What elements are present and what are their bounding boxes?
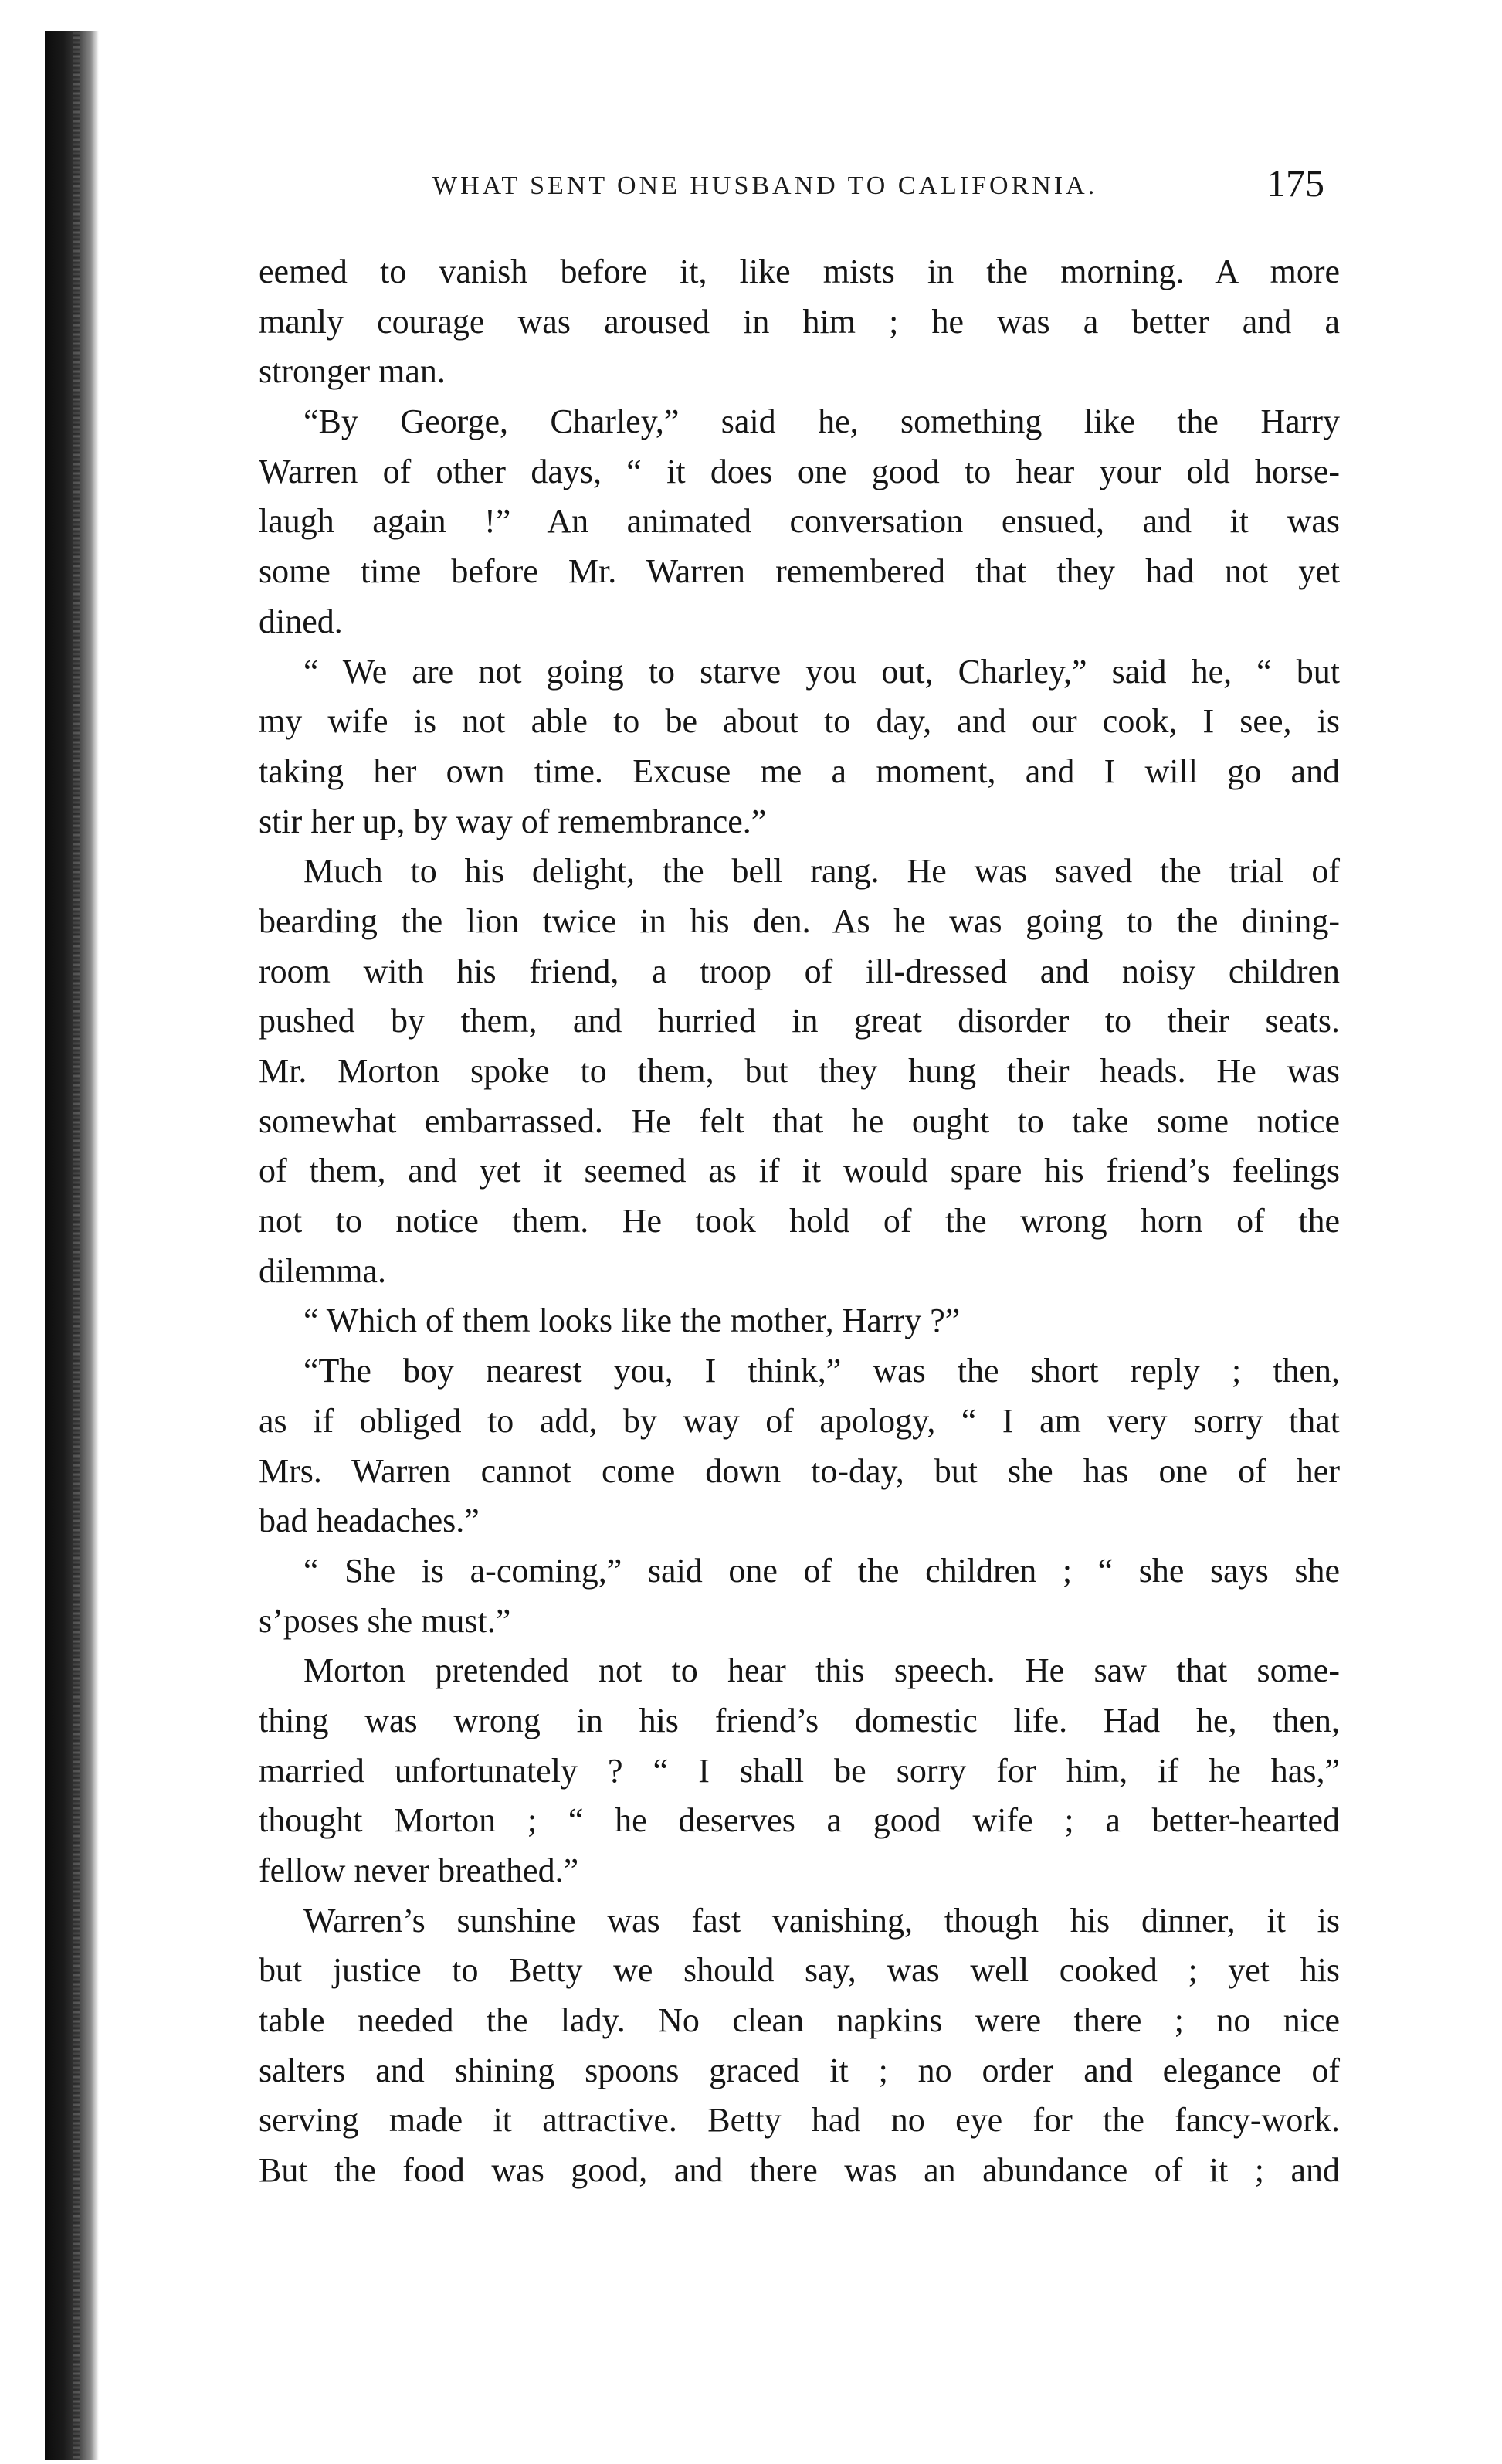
text-line: eemed to vanish before it, like mists in the morning. A more bbox=[259, 253, 1340, 290]
text-line: married unfortunately ? “ I shall be sorry for him, if he has,” bbox=[259, 1751, 1340, 1790]
text-line: but justice to Betty we should say, was well cooked ; yet his bbox=[259, 1951, 1340, 1990]
text-line: somewhat embarrassed. He felt that he ought to take some notice bbox=[259, 1101, 1340, 1140]
text-line: manly courage was aroused in him ; he was a better and a bbox=[259, 302, 1340, 341]
text-line: bad headaches.” bbox=[259, 1502, 480, 1540]
text-line: of them, and yet it seemed as if it would spare his friend’s feelings bbox=[259, 1152, 1340, 1190]
text-line: thing was wrong in his friend’s domestic life. Had he, then, bbox=[259, 1701, 1340, 1739]
text-line: dined. bbox=[259, 602, 343, 640]
text-line: fellow never breathed.” bbox=[259, 1851, 579, 1889]
text-line: “ She is a-coming,” said one of the children ; “ she says she bbox=[303, 1551, 1340, 1590]
text-line: Warren’s sunshine was fast vanishing, though his dinner, it is bbox=[303, 1901, 1340, 1940]
text-line: dilemma. bbox=[259, 1251, 386, 1290]
text-line: salters and shining spoons graced it ; no order and elegance of bbox=[259, 2051, 1340, 2089]
text-line: stir her up, by way of remembrance.” bbox=[259, 802, 767, 840]
text-line: s’poses she must.” bbox=[259, 1601, 511, 1640]
text-line: as if obliged to add, by way of apology, “ I am very sorry that bbox=[259, 1401, 1340, 1440]
text-line: some time before Mr. Warren remembered that they had not yet bbox=[259, 552, 1340, 591]
text-line: Much to his delight, the bell rang. He was saved the trial of bbox=[303, 852, 1340, 891]
text-line: Warren of other days, “ it does one good to hear your old horse- bbox=[259, 452, 1340, 490]
text-line: serving made it attractive. Betty had no eye for the fancy-work. bbox=[259, 2101, 1340, 2140]
text-line: “By George, Charley,” said he, something like the Harry bbox=[303, 402, 1340, 441]
text-line: not to notice them. He took hold of the wrong horn of the bbox=[259, 1202, 1340, 1240]
text-line: bearding the lion twice in his den. As he was going to the dining- bbox=[259, 901, 1340, 940]
text-line: stronger man. bbox=[259, 352, 446, 391]
text-line: my wife is not able to be about to day, and our cook, I see, is bbox=[259, 702, 1340, 741]
text-line: Morton pretended not to hear this speech. He saw that some- bbox=[303, 1651, 1340, 1690]
page-number: 175 bbox=[1266, 161, 1324, 205]
text-line: “ We are not going to starve you out, Charley,” said he, “ but bbox=[303, 652, 1340, 691]
text-line: laugh again !” An animated conversation ensued, and it was bbox=[259, 502, 1340, 541]
text-line: room with his friend, a troop of ill-dressed and noisy children bbox=[259, 952, 1340, 990]
text-line: Mr. Morton spoke to them, but they hung their heads. He was bbox=[259, 1052, 1340, 1090]
text-line: taking her own time. Excuse me a moment, and I will go and bbox=[259, 752, 1340, 790]
book-binding-edge bbox=[45, 31, 99, 2460]
text-line: “ Which of them looks like the mother, Harry ?” bbox=[303, 1302, 961, 1340]
text-line: But the food was good, and there was an abundance of it ; and bbox=[259, 2151, 1340, 2190]
text-line: pushed by them, and hurried in great disorder to their seats. bbox=[259, 1002, 1340, 1040]
body-text bbox=[259, 247, 1340, 2196]
text-line: thought Morton ; “ he deserves a good wife ; a better-hearted bbox=[259, 1801, 1340, 1840]
running-head: WHAT SENT ONE HUSBAND TO CALIFORNIA. bbox=[432, 171, 1098, 200]
text-line: “The boy nearest you, I think,” was the short reply ; then, bbox=[303, 1352, 1340, 1390]
text-line: table needed the lady. No clean napkins were there ; no nice bbox=[259, 2001, 1340, 2040]
text-line: Mrs. Warren cannot come down to-day, but she has one of her bbox=[259, 1451, 1340, 1490]
